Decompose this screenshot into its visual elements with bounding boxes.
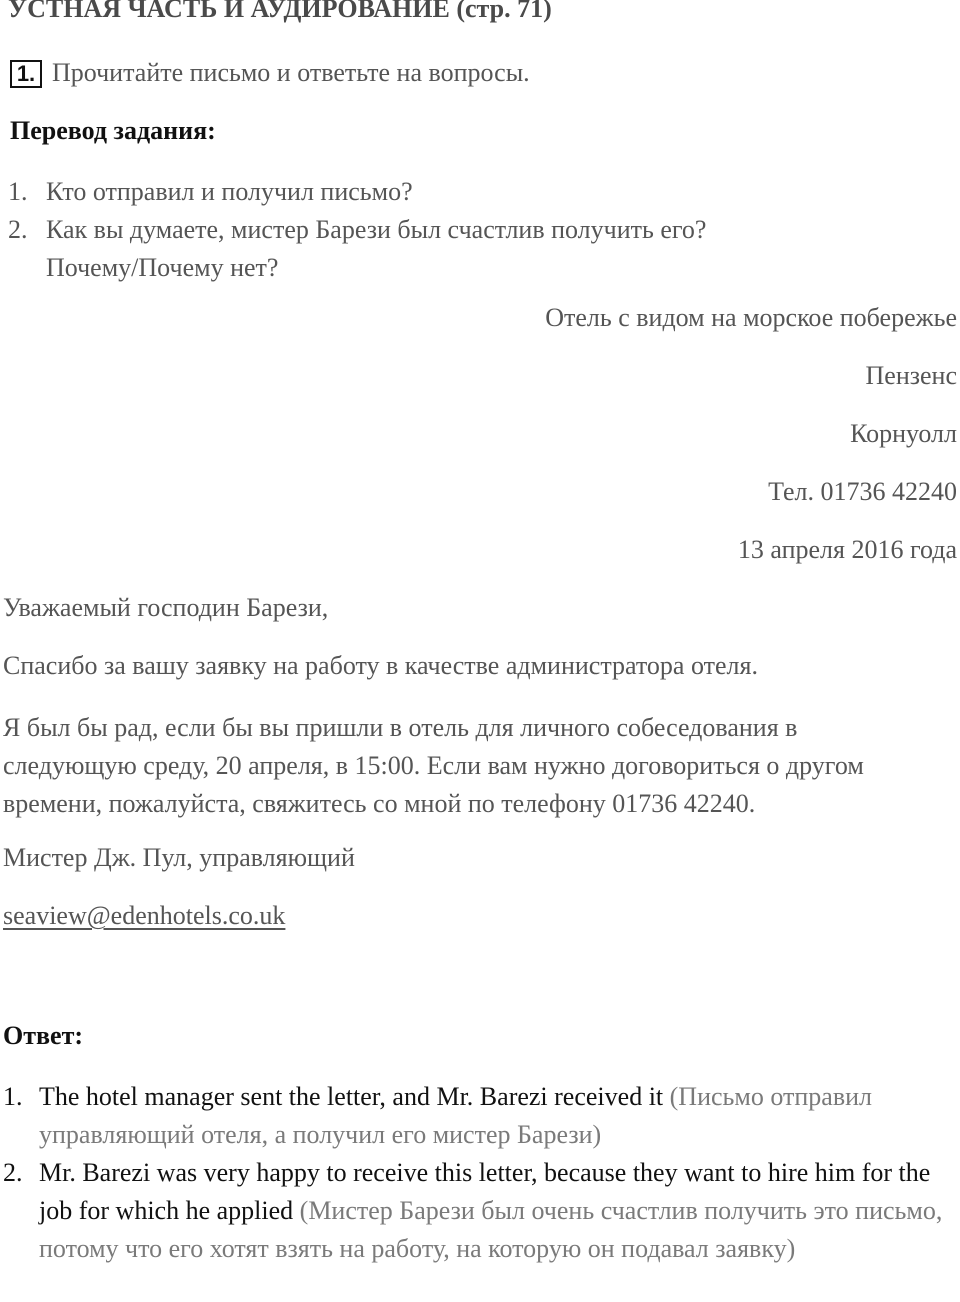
- letter-date: 13 апреля 2016 года: [737, 535, 957, 564]
- letter-paragraph-2: [3, 709, 958, 823]
- question-number: 2.: [8, 215, 28, 244]
- question-item: [8, 173, 706, 211]
- letter-phone: Тел. 01736 42240: [768, 477, 957, 506]
- answer-english: The hotel manager sent the letter, and Mr. Barezi received it: [39, 1082, 664, 1111]
- answer-english: Mr. Barezi was very happy to receive this letter, because they want to hire him for the job for which he applied: [39, 1158, 931, 1225]
- question-text: Кто отправил и получил письмо?: [46, 177, 413, 206]
- letter-town: Пензенс: [865, 361, 957, 390]
- task-number-box: 1.: [10, 60, 42, 88]
- answer-russian: (Письмо отправил управляющий отеля, а получил его мистер Барези): [39, 1082, 872, 1149]
- letter-county: Корнуолл: [850, 419, 957, 448]
- page-heading: УСТНАЯ ЧАСТЬ И АУДИРОВАНИЕ (стр. 71): [8, 0, 552, 23]
- task-instruction: Прочитайте письмо и ответьте на вопросы.: [52, 58, 530, 87]
- letter-signature: Мистер Дж. Пул, управляющий: [3, 843, 355, 872]
- letter-paragraph-2-line: времени, пожалуйста, свяжитесь со мной по телефону 01736 42240.: [3, 789, 756, 818]
- answer-number: 1.: [3, 1082, 23, 1111]
- letter-greeting: Уважаемый господин Барези,: [3, 593, 329, 622]
- question-number: 1.: [8, 177, 28, 206]
- letter-email-link[interactable]: seaview@edenhotels.co.uk: [3, 901, 286, 930]
- answer-item: [3, 1078, 958, 1154]
- question-item: [8, 211, 706, 287]
- answer-heading: Ответ:: [3, 1021, 84, 1050]
- question-text-continuation: Почему/Почему нет?: [46, 253, 279, 282]
- translation-heading: Перевод задания:: [10, 116, 216, 145]
- letter-hotel-name: Отель с видом на морское побережье: [545, 303, 957, 332]
- answer-russian: (Мистер Барези был очень счастлив получить это письмо, потому что его хотят взять на работу, на которую он подавал заявку): [39, 1196, 943, 1263]
- question-list: [8, 173, 706, 287]
- letter-paragraph-1: Спасибо за вашу заявку на работу в качестве администратора отеля.: [3, 651, 758, 680]
- answer-item: [3, 1154, 958, 1268]
- letter-paragraph-2-line: следующую среду, 20 апреля, в 15:00. Если вам нужно договориться о другом: [3, 751, 864, 780]
- answer-number: 2.: [3, 1158, 23, 1187]
- answer-list: [3, 1078, 958, 1268]
- letter-paragraph-2-line: Я был бы рад, если бы вы пришли в отель для личного собеседования в: [3, 713, 798, 742]
- question-text: Как вы думаете, мистер Барези был счастлив получить его?: [46, 215, 707, 244]
